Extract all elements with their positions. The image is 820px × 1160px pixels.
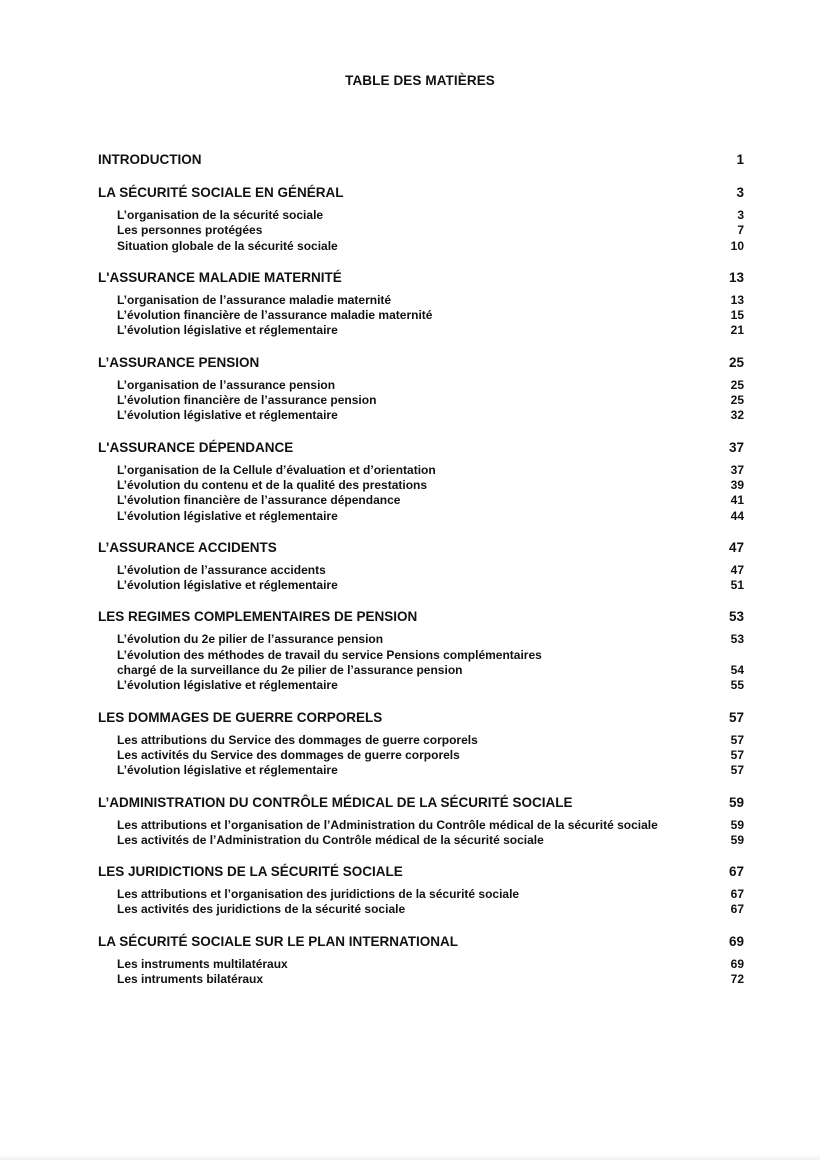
toc-entry: [117, 293, 744, 308]
toc-entry: [117, 902, 744, 917]
toc-entry: [117, 678, 744, 693]
toc-entry: [117, 509, 744, 524]
toc-entries: [98, 733, 744, 779]
toc-chapter-label: LES DOMMAGES DE GUERRE CORPORELS: [98, 709, 383, 725]
toc-section: [98, 439, 744, 524]
toc-section: [98, 608, 744, 693]
toc-entry-page: 3: [737, 208, 744, 222]
toc-entry: [117, 393, 744, 408]
toc-entry: [117, 223, 744, 238]
toc-chapter-page: 13: [728, 269, 744, 285]
toc-entry: [117, 578, 744, 593]
toc-entry-label: Les personnes protégées: [117, 223, 263, 238]
toc-section: [98, 151, 744, 168]
toc-entry-page: 39: [730, 477, 744, 492]
toc-section: [98, 794, 744, 849]
toc-entry-page: 53: [730, 632, 744, 647]
toc-entry-page: 57: [730, 763, 744, 778]
toc-entry: [117, 763, 744, 778]
toc-entries: [98, 378, 744, 424]
toc-entry-label: Les activités de l’Administration du Contrôle médical de la sécurité sociale: [117, 832, 544, 847]
toc-entry-page: 32: [730, 408, 744, 423]
toc-entries: [98, 293, 744, 339]
toc-entry-page: 10: [730, 238, 744, 253]
toc-entry-label: L’évolution financière de l’assurance maladie maternité: [117, 308, 433, 323]
toc-entry-page: 67: [730, 887, 744, 902]
toc-entries: [98, 463, 744, 524]
toc-entry-label: Les intruments bilatéraux: [117, 972, 264, 987]
toc-entry-label: Les activités des juridictions de la sécurité sociale: [117, 902, 406, 917]
toc-entry-page: 41: [730, 493, 744, 508]
toc-entry-page: 72: [730, 972, 744, 987]
toc-entry-page: 67: [730, 902, 744, 917]
toc-entry: [117, 632, 744, 647]
toc-entry-label: Les instruments multilatéraux: [117, 956, 288, 971]
toc-section: [98, 709, 744, 779]
toc-section: [98, 354, 744, 424]
toc-entry-page: 13: [730, 292, 744, 307]
toc-entry-page: 47: [730, 562, 744, 577]
toc-entry-label: Situation globale de la sécurité sociale: [117, 238, 338, 253]
toc-title: TABLE DES MATIÈRES: [345, 73, 495, 88]
toc-entry: [117, 648, 744, 663]
toc-chapter-label: LES REGIMES COMPLEMENTAIRES DE PENSION: [98, 609, 418, 625]
toc-entry-label: Les attributions du Service des dommages de guerre corporels: [117, 732, 478, 747]
toc-entry-label: L’organisation de l’assurance pension: [117, 377, 336, 392]
toc-entry-label: L’évolution législative et réglementaire: [117, 408, 338, 423]
toc-entry-label: L’évolution législative et réglementaire: [117, 578, 338, 593]
toc-entry-page: 37: [730, 462, 744, 477]
toc-entry-label: L’évolution législative et réglementaire: [117, 678, 338, 693]
toc-chapter-page: 37: [728, 439, 744, 455]
toc-entry: [117, 887, 744, 902]
toc-entry: [117, 308, 744, 323]
page-bottom-edge: [0, 1154, 820, 1160]
toc-entry-label: L’organisation de la Cellule d’évaluation et d’orientation: [117, 462, 436, 477]
toc-entry-page: 25: [730, 393, 744, 408]
toc-entry-page: 15: [730, 308, 744, 323]
toc-chapter: [98, 269, 744, 286]
toc-chapter-label: LES JURIDICTIONS DE LA SÉCURITÉ SOCIALE: [98, 864, 403, 880]
toc-entry-label: L’évolution financière de l’assurance pension: [117, 393, 377, 408]
toc-entry-page: 51: [730, 578, 744, 593]
toc-chapter-page: 1: [736, 152, 744, 167]
toc-chapter-label: L'ASSURANCE MALADIE MATERNITÉ: [98, 269, 342, 285]
table-of-contents: [98, 151, 744, 1002]
toc-chapter-label: L’ADMINISTRATION DU CONTRÔLE MÉDICAL DE LA SÉCURITÉ SOCIALE: [98, 794, 573, 810]
toc-entry: [117, 733, 744, 748]
toc-entry: [117, 748, 744, 763]
toc-entry-page: 7: [737, 223, 744, 238]
toc-entry-label: Les attributions et l’organisation des juridictions de la sécurité sociale: [117, 887, 520, 902]
toc-entry: [117, 463, 744, 478]
toc-entries: [98, 563, 744, 594]
toc-entry: [117, 408, 744, 423]
toc-entry-page: 44: [730, 508, 744, 523]
toc-entry-label: Les activités du Service des dommages de guerre corporels: [117, 747, 460, 762]
toc-chapter-page: 47: [728, 539, 744, 555]
toc-entry: [117, 563, 744, 578]
toc-entry-page: 57: [730, 732, 744, 747]
toc-chapter-label: L'ASSURANCE DÉPENDANCE: [98, 439, 294, 455]
toc-entry-label: Les attributions et l’organisation de l’Administration du Contrôle médical de la sécurité sociale: [117, 817, 658, 832]
toc-chapter-page: 25: [728, 354, 744, 370]
toc-entry: [117, 663, 744, 678]
toc-entries: [98, 632, 744, 693]
toc-chapter-label: INTRODUCTION: [98, 152, 202, 167]
toc-chapter-label: LA SÉCURITÉ SOCIALE EN GÉNÉRAL: [98, 185, 344, 200]
toc-chapter-page: 57: [728, 709, 744, 725]
toc-entry-page: 54: [730, 663, 744, 678]
toc-chapter: [98, 439, 744, 456]
toc-chapter-page: 53: [728, 609, 744, 625]
toc-entry: [117, 239, 744, 254]
toc-chapter: [98, 709, 744, 726]
toc-chapter-page: 59: [728, 794, 744, 810]
toc-section: [98, 863, 744, 918]
toc-section: [98, 933, 744, 988]
toc-entries: [98, 957, 744, 988]
toc-entry: [117, 957, 744, 972]
toc-chapter-label: L’ASSURANCE ACCIDENTS: [98, 539, 277, 555]
toc-entry-page: 57: [730, 747, 744, 762]
toc-entry-label: L’évolution du 2e pilier de l’assurance pension: [117, 632, 384, 647]
toc-entry-label: L’évolution législative et réglementaire: [117, 323, 338, 338]
toc-entry: [117, 833, 744, 848]
toc-chapter-page: 67: [728, 864, 744, 880]
toc-chapter-page: 69: [728, 933, 744, 949]
toc-entries: [98, 887, 744, 918]
toc-chapter-label: LA SÉCURITÉ SOCIALE SUR LE PLAN INTERNATIONAL: [98, 933, 459, 949]
toc-chapter: [98, 863, 744, 880]
toc-chapter: [98, 539, 744, 556]
toc-chapter: [98, 184, 744, 201]
toc-entry-label: L’évolution de l’assurance accidents: [117, 562, 326, 577]
toc-entry-label: L’évolution financière de l’assurance dépendance: [117, 493, 401, 508]
toc-entry-label: chargé de la surveillance du 2e pilier de l’assurance pension: [117, 663, 463, 678]
toc-entry-label: L’évolution législative et réglementaire: [117, 763, 338, 778]
toc-chapter-label: L’ASSURANCE PENSION: [98, 354, 260, 370]
toc-entry: [117, 493, 744, 508]
toc-entry-label: L’évolution des méthodes de travail du service Pensions complémentaires: [117, 647, 542, 662]
toc-section: [98, 269, 744, 339]
toc-chapter: [98, 151, 744, 168]
toc-chapter-page: 3: [736, 185, 744, 200]
toc-entry-page: 69: [730, 956, 744, 971]
toc-entry: [117, 378, 744, 393]
toc-entry-page: 59: [730, 832, 744, 847]
toc-entry-label: L’organisation de la sécurité sociale: [117, 208, 324, 222]
toc-chapter: [98, 794, 744, 811]
toc-entry-label: L’évolution législative et réglementaire: [117, 508, 338, 523]
toc-chapter: [98, 608, 744, 625]
toc-entry: [117, 972, 744, 987]
toc-entry-label: L’organisation de l’assurance maladie maternité: [117, 292, 392, 307]
toc-entry: [117, 818, 744, 833]
toc-entry: [117, 478, 744, 493]
toc-entry-page: 21: [730, 323, 744, 338]
toc-chapter: [98, 354, 744, 371]
toc-section: [98, 184, 744, 254]
toc-entry-page: 55: [730, 678, 744, 693]
toc-entry: [117, 323, 744, 338]
toc-entry-label: L’évolution du contenu et de la qualité des prestations: [117, 477, 428, 492]
toc-section: [98, 539, 744, 594]
toc-entry: [117, 208, 744, 223]
toc-entry-page: 25: [730, 377, 744, 392]
toc-entry-page: 59: [730, 817, 744, 832]
toc-entries: [98, 818, 744, 849]
toc-chapter: [98, 933, 744, 950]
toc-entries: [98, 208, 744, 254]
